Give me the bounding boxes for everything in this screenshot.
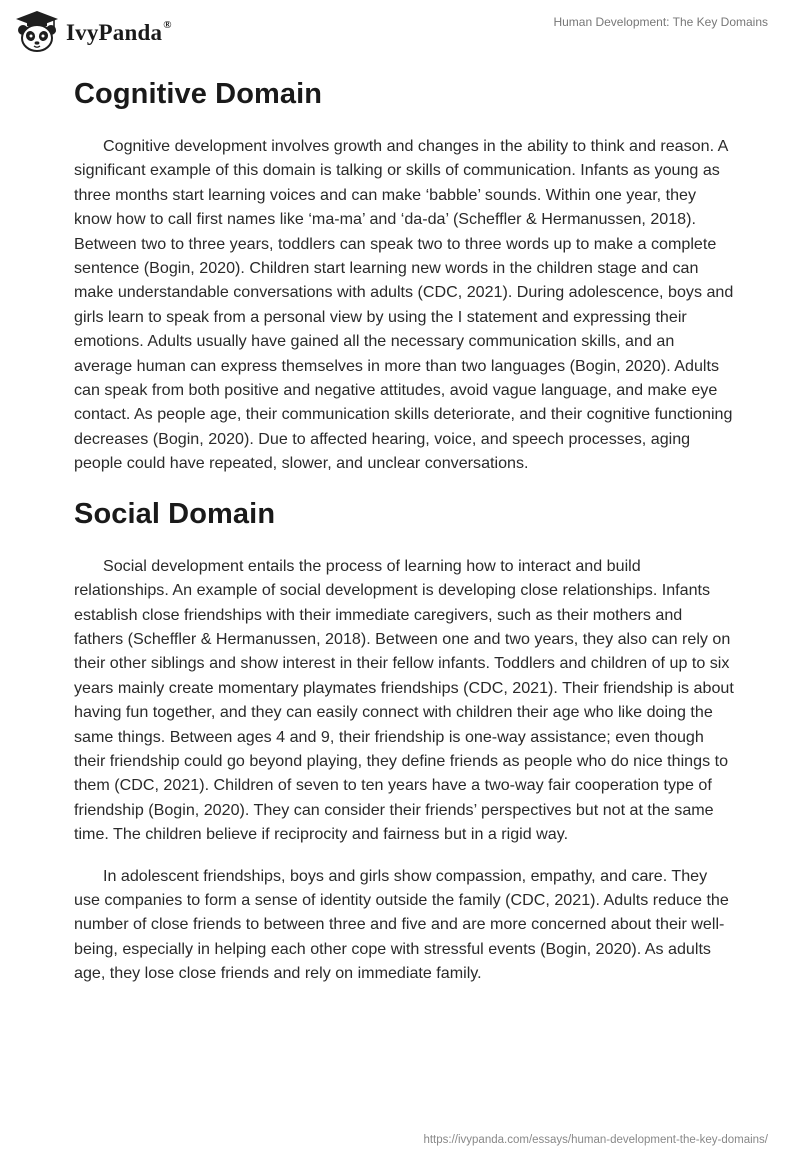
page-header (0, 0, 800, 64)
paragraph-social-1: Social development entails the process of learning how to interact and build relationships. An example of social development is developing close relationships. Infants establish close friendships with their immediate caregivers, such as their mothers and fathers (Scheffler & Hermanussen, 2018). Between one and two years, they also can rely on their other siblings and show interest in their fellow infants. Toddlers and children of up to six years mainly create momentary playmates friendships (CDC, 2021). Their friendship is about having fun together, and they can easily connect with children their age who like doing the same things. Between ages 4 and 9, their friendship is one-way assistance; even though their friendship could go beyond playing, they define friends as people who do nice things to them (CDC, 2021). Children of seven to ten years have a two-way fair cooperation type of friendship (Bogin, 2020). They can consider their friends’ perspectives but not at the same time. The children believe if reciprocity and fairness but in a rigid way. (74, 556, 734, 844)
essay-body (74, 72, 734, 986)
ivypanda-logo[interactable] (14, 8, 172, 56)
logo-wordmark: IvyPanda® (66, 19, 172, 45)
paragraph-cognitive: Cognitive development involves growth and changes in the ability to think and reason. A significant example of this domain is talking or skills of communication. Infants as young as three months start learning voices and can make ‘babble’ sounds. Within one year, they know how to call first names like ‘ma-ma’ and ‘da-da’ (Scheffler & Hermanussen, 2018). Between two to three years, toddlers can speak two to three words up to make a complete sentence (Bogin, 2020). Children start learning new words in the children stage and can make understandable conversations with adults (CDC, 2021). During adolescence, boys and girls learn to speak from a personal view by using the I statement and expressing their emotions. Adults usually have gained all the necessary communication skills, and an average human can express themselves in more than two languages (Bogin, 2020). Adults can speak from both positive and negative attitudes, avoid vague language, and make eye contact. As people age, their communication skills deteriorate, and their cognitive functioning decreases (Bogin, 2020). Due to affected hearing, voice, and speech processes, aging people could have repeated, slower, and unclear conversations. (74, 137, 734, 473)
paragraph-social-2: In adolescent friendships, boys and girls show compassion, empathy, and care. They use companies to form a sense of identity outside the family (CDC, 2021). Adults reduce the number of close friends to between three and five and are more concerned about their well-being, especially in helping each other cope with stressful events (Bogin, 2020). As adults age, they lose close friends and rely on immediate family. (74, 866, 729, 983)
document-title: Human Development: The Key Domains (553, 15, 768, 29)
panda-graduate-icon (14, 9, 60, 55)
section-heading-cognitive: Cognitive Domain (74, 78, 323, 110)
source-url-link[interactable]: https://ivypanda.com/essays/human-development-the-key-domains/ (423, 1134, 768, 1146)
section-heading-social: Social Domain (74, 497, 276, 530)
